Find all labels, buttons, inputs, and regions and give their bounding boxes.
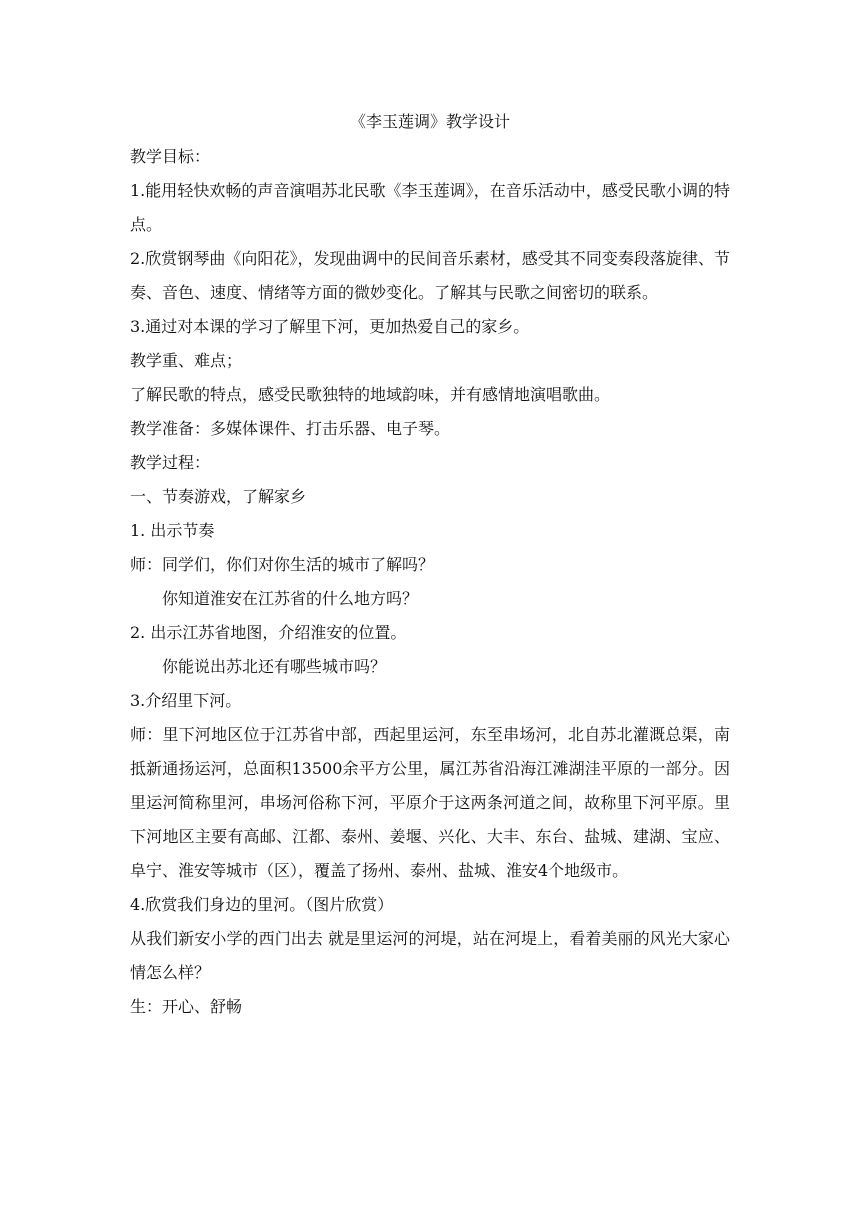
step-1-3: 3.介绍里下河。 xyxy=(130,691,242,710)
student-answer: 生：开心、舒畅 xyxy=(130,997,243,1016)
teacher-line-3: 你能说出苏北还有哪些城市吗？ xyxy=(162,657,387,676)
section-heading-objectives: 教学目标： xyxy=(130,147,211,166)
teacher-line-1: 师：同学们，你们对你生活的城市了解吗？ xyxy=(130,555,435,574)
step-1-2: 2. 出示江苏省地图，介绍淮安的位置。 xyxy=(130,623,407,642)
lixiahe-intro-paragraph: 师：里下河地区位于江苏省中部，西起里运河，东至串场河，北自苏北灌溉总渠，南抵新通扬运河，总面积13500余平方公里，属江苏省沿海江滩湖洼平原的一部分。因里运河简称里河，串场河俗称下河，平原介于这两条河道之间，故称里下河平原。里下河地区主要有高邮、江都、泰州、姜堰、兴化、大丰、东台、盐城、建湖、宝应、阜宁、淮安等城市（区），覆盖了扬州、泰州、盐城、淮安4个地级市。 xyxy=(130,725,730,880)
teacher-line-2: 你知道淮安在江苏省的什么地方吗？ xyxy=(162,589,419,608)
section-heading-key-points: 教学重、难点； xyxy=(130,351,243,370)
step-1-1: 1. 出示节奏 xyxy=(130,521,215,540)
key-points-text: 了解民歌的特点，感受民歌独特的地域韵味，并有感情地演唱歌曲。 xyxy=(130,385,611,404)
section-heading-process: 教学过程： xyxy=(130,453,211,472)
document-title: 《李玉莲调》教学设计 xyxy=(349,112,510,131)
objective-3: 3.通过对本课的学习了解里下河，更加热爱自己的家乡。 xyxy=(130,317,530,336)
river-view-paragraph: 从我们新安小学的西门出去 就是里运河的河堤，站在河堤上，看着美丽的风光大家心情怎么样？ xyxy=(130,929,730,982)
step-heading-1: 一、节奏游戏，了解家乡 xyxy=(130,487,307,506)
step-1-4: 4.欣赏我们身边的里河。（图片欣赏） xyxy=(130,895,394,914)
objective-2: 2.欣赏钢琴曲《向阳花》，发现曲调中的民间音乐素材，感受其不同变奏段落旋律、节奏、音色、速度、情绪等方面的微妙变化。了解其与民歌之间密切的联系。 xyxy=(130,249,730,302)
objective-1: 1.能用轻快欢畅的声音演唱苏北民歌《李玉莲调》，在音乐活动中，感受民歌小调的特点。 xyxy=(130,181,730,234)
document-body xyxy=(130,104,730,1024)
preparation-text: 教学准备：多媒体课件、打击乐器、电子琴。 xyxy=(130,419,451,438)
